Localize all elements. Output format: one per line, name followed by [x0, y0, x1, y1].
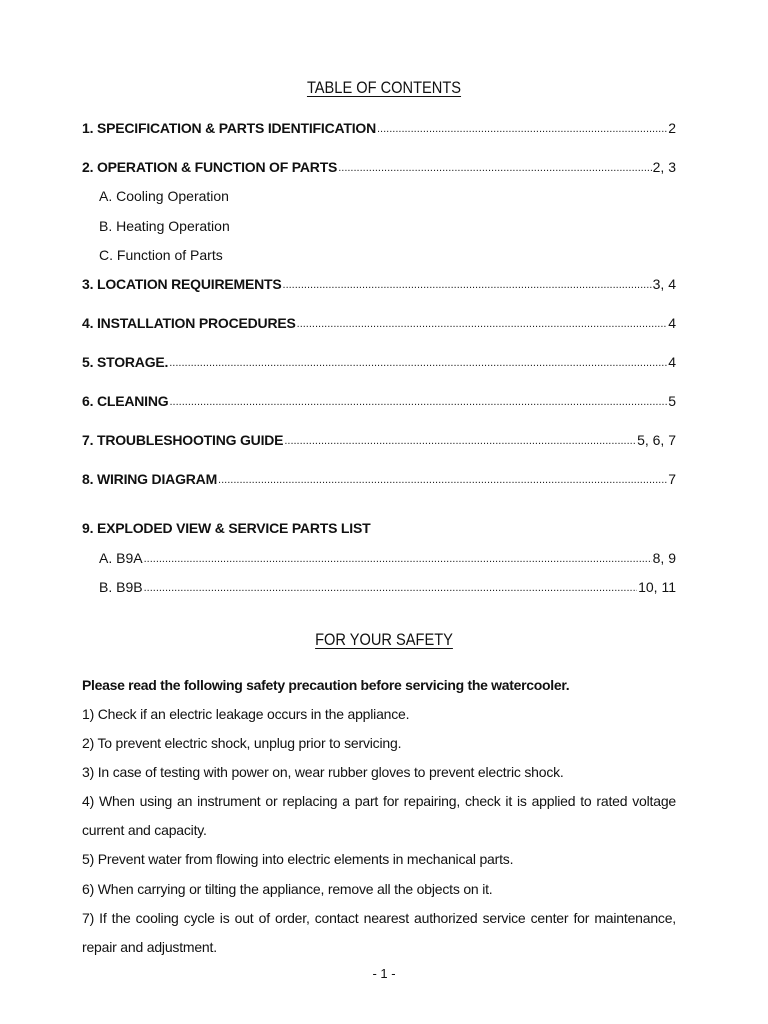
- toc-leader-dots: [218, 474, 667, 486]
- toc-entry-label: 7. TROUBLESHOOTING GUIDE: [82, 432, 284, 448]
- toc-subitem-function[interactable]: C. Function of Parts: [99, 247, 223, 263]
- toc-title: TABLE OF CONTENTS: [306, 78, 462, 97]
- toc-entry-page: 3, 4: [652, 276, 676, 292]
- toc-subitem-label: A. B9A: [99, 550, 143, 566]
- safety-title: FOR YOUR SAFETY: [315, 630, 453, 649]
- toc-leader-dots: [169, 396, 667, 408]
- toc-entry-label: 4. INSTALLATION PROCEDURES: [82, 315, 296, 331]
- toc-entry-page: 2: [668, 120, 676, 136]
- page-number: - 1 -: [372, 966, 396, 981]
- toc-subitem-cooling[interactable]: A. Cooling Operation: [99, 188, 229, 204]
- toc-entry-troubleshooting[interactable]: [82, 432, 676, 448]
- toc-subitem-label: B. B9B: [99, 579, 143, 595]
- toc-leader-dots: [377, 123, 667, 135]
- safety-item: 1) Check if an electric leakage occurs in the appliance.: [82, 706, 410, 722]
- toc-entry-exploded-view[interactable]: [82, 520, 676, 536]
- toc-entry-label: 6. CLEANING: [82, 393, 169, 409]
- toc-entry-operation[interactable]: [82, 159, 676, 175]
- safety-item: 2) To prevent electric shock, unplug prior to servicing.: [82, 735, 402, 751]
- safety-item: 6) When carrying or tilting the appliance, remove all the objects on it.: [82, 881, 493, 897]
- toc-leader-dots: [284, 435, 636, 447]
- toc-entry-label: 5. STORAGE.: [82, 354, 169, 370]
- toc-subitem-page: 10, 11: [638, 579, 676, 595]
- toc-leader-dots: [297, 318, 668, 330]
- toc-entry-cleaning[interactable]: [82, 393, 676, 409]
- safety-item: 3) In case of testing with power on, wear rubber gloves to prevent electric shock.: [82, 764, 564, 780]
- toc-entry-page: 7: [668, 471, 676, 487]
- toc-entry-page: 4: [668, 315, 676, 331]
- toc-leader-dots: [144, 553, 652, 565]
- toc-leader-dots: [338, 162, 651, 174]
- toc-subitem-heating[interactable]: B. Heating Operation: [99, 218, 230, 234]
- toc-entry-installation[interactable]: [82, 315, 676, 331]
- toc-leader-dots: [169, 357, 667, 369]
- toc-entry-page: 5, 6, 7: [637, 432, 676, 448]
- safety-item: 7) If the cooling cycle is out of order, contact nearest authorized service center for maintenance, repair and adjustment.: [82, 910, 676, 955]
- toc-leader-dots: [144, 582, 638, 594]
- safety-item: 5) Prevent water from flowing into electric elements in mechanical parts.: [82, 851, 514, 867]
- toc-subitem-page: 8, 9: [652, 550, 676, 566]
- toc-entry-label: 9. EXPLODED VIEW & SERVICE PARTS LIST: [82, 520, 371, 536]
- toc-entry-page: 4: [668, 354, 676, 370]
- toc-subitem-b9a[interactable]: [99, 550, 676, 566]
- toc-entry-location[interactable]: [82, 276, 676, 292]
- toc-entry-label: 3. LOCATION REQUIREMENTS: [82, 276, 282, 292]
- toc-entry-wiring-diagram[interactable]: [82, 471, 676, 487]
- toc-entry-page: 2, 3: [652, 159, 676, 175]
- toc-entry-label: 1. SPECIFICATION & PARTS IDENTIFICATION: [82, 120, 376, 136]
- safety-item: 4) When using an instrument or replacing a part for repairing, check it is applied to rated voltage current and capacity.: [82, 793, 676, 838]
- toc-entry-storage[interactable]: [82, 354, 676, 370]
- toc-entry-page: 5: [668, 393, 676, 409]
- toc-leader-dots: [283, 279, 652, 291]
- toc-entry-label: 8. WIRING DIAGRAM: [82, 471, 218, 487]
- safety-intro: Please read the following safety precaution before servicing the watercooler.: [82, 677, 570, 693]
- toc-entry-label: 2. OPERATION & FUNCTION OF PARTS: [82, 159, 338, 175]
- toc-subitem-b9b[interactable]: [99, 579, 676, 595]
- toc-entry-specification[interactable]: [82, 120, 676, 136]
